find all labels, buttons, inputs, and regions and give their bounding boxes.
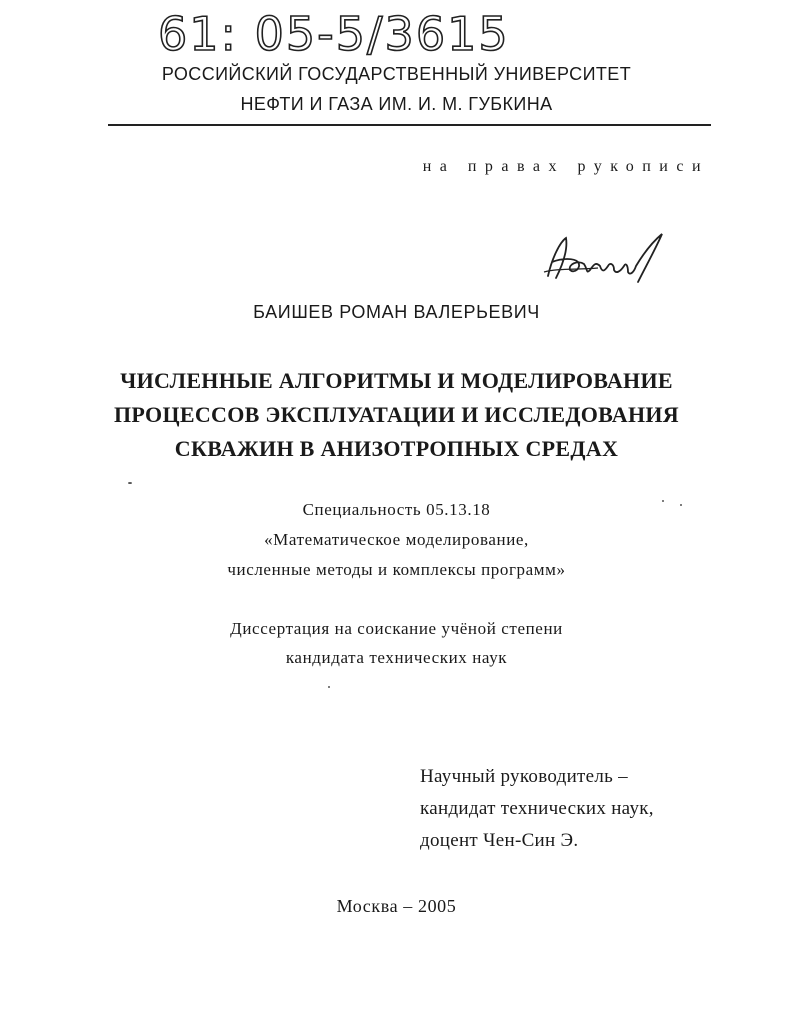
- scan-speck: [128, 482, 132, 484]
- degree-line1: Диссертация на соискание учёной степени: [230, 619, 563, 638]
- university-name-line2: НЕФТИ И ГАЗА ИМ. И. М. ГУБКИНА: [240, 94, 553, 114]
- manuscript-note: на правах рукописи: [422, 158, 709, 175]
- scan-speck: [328, 686, 330, 688]
- thesis-title-line3: СКВАЖИН В АНИЗОТРОПНЫХ СРЕДАХ: [174, 436, 619, 461]
- specialty-line1: Специальность 05.13.18: [302, 500, 491, 519]
- supervisor-line2: кандидат технических наук,: [420, 798, 654, 819]
- archive-code-text: 61: 05-5/3615: [158, 7, 510, 60]
- scan-speck: [680, 504, 682, 506]
- scan-speck: [662, 500, 664, 502]
- author-signature: [538, 228, 678, 288]
- degree-line2: кандидата технических наук: [285, 648, 508, 667]
- thesis-title-line2: ПРОЦЕССОВ ЭКСПЛУАТАЦИИ И ИССЛЕДОВАНИЯ: [114, 402, 679, 427]
- specialty-line2: «Математическое моделирование,: [264, 530, 529, 549]
- supervisor-line1: Научный руководитель –: [420, 766, 628, 787]
- place-and-year: Москва – 2005: [336, 896, 457, 916]
- author-name: БАИШЕВ РОМАН ВАЛЕРЬЕВИЧ: [253, 302, 540, 322]
- header-divider: [108, 124, 711, 126]
- specialty-line3: численные методы и комплексы программ»: [227, 560, 566, 579]
- handwritten-archive-code: [150, 2, 620, 60]
- university-name-line1: РОССИЙСКИЙ ГОСУДАРСТВЕННЫЙ УНИВЕРСИТЕТ: [161, 64, 632, 84]
- thesis-title-line1: ЧИСЛЕННЫЕ АЛГОРИТМЫ И МОДЕЛИРОВАНИЕ: [120, 368, 673, 393]
- supervisor-line3: доцент Чен-Син Э.: [420, 830, 579, 851]
